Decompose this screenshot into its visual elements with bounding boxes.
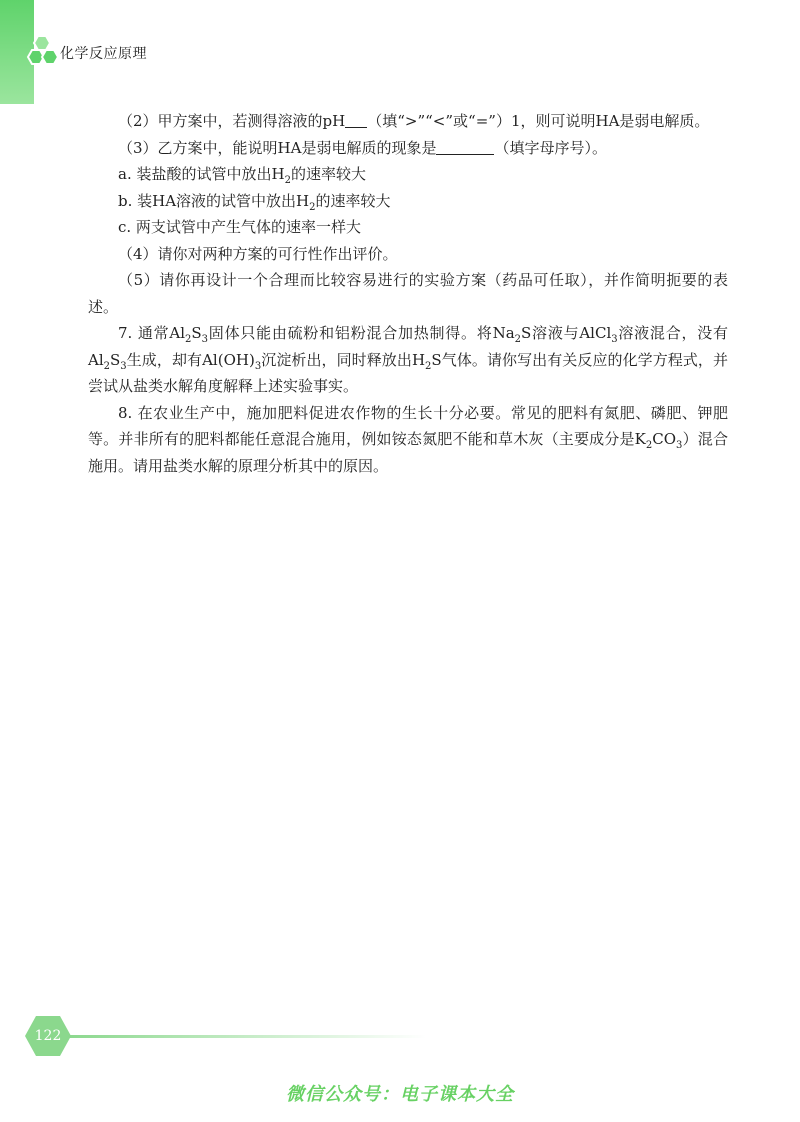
- header-title: 化学反应原理: [60, 46, 147, 62]
- option-c: c. 两支试管中产生气体的速率一样大: [118, 218, 361, 236]
- question-3: （3）乙方案中，能说明HA是弱电解质的现象是 （填字母序号）。: [118, 138, 607, 157]
- answer-blank: [436, 140, 494, 155]
- question-2: （2）甲方案中，若测得溶液的pH （填“>”“<”或“=”）1，则可说明HA是弱电解质。: [118, 112, 710, 130]
- option-b: b. 装HA溶液的试管中放出$H_2$的速率较大: [118, 191, 391, 213]
- footer-line: [66, 1035, 426, 1038]
- answer-blank: [345, 113, 367, 128]
- question-8: 8. 在农业生产中，施加肥料促进农作物的生长十分必要。常见的肥料有氮肥、磷肥、钾肥等。并非所有的肥料都能任意混合施用，例如铵态氮肥不能和草木灰（主要成分是$K_2CO_3$）混合施用。请用盐类水解的原理分析其中的原因。: [88, 403, 728, 475]
- watermark: 微信公众号：电子课本大全: [286, 1084, 514, 1105]
- page-number: 122: [34, 1028, 62, 1044]
- option-a: a. 装盐酸的试管中放出$H_2$的速率较大: [118, 165, 366, 186]
- question-7: 7. 通常$Al_2S_3$固体只能由硫粉和铝粉混合加热制得。将$Na_2S$溶液与AlCl$_3$溶液混合，没有$Al_2S_3$生成，却有$Al(OH)_3$沉淀析出，同时释放出$H_2S$气体。请你写出有关反应的化学方程式，并尝试从盐类水解角度解释上述实验事实。: [88, 324, 728, 395]
- page-content: [88, 108, 728, 479]
- question-5: （5）请你再设计一个合理而比较容易进行的实验方案（药品可任取），并作简明扼要的表述。: [88, 271, 728, 316]
- question-4: （4）请你对两种方案的可行性作出评价。: [118, 244, 398, 263]
